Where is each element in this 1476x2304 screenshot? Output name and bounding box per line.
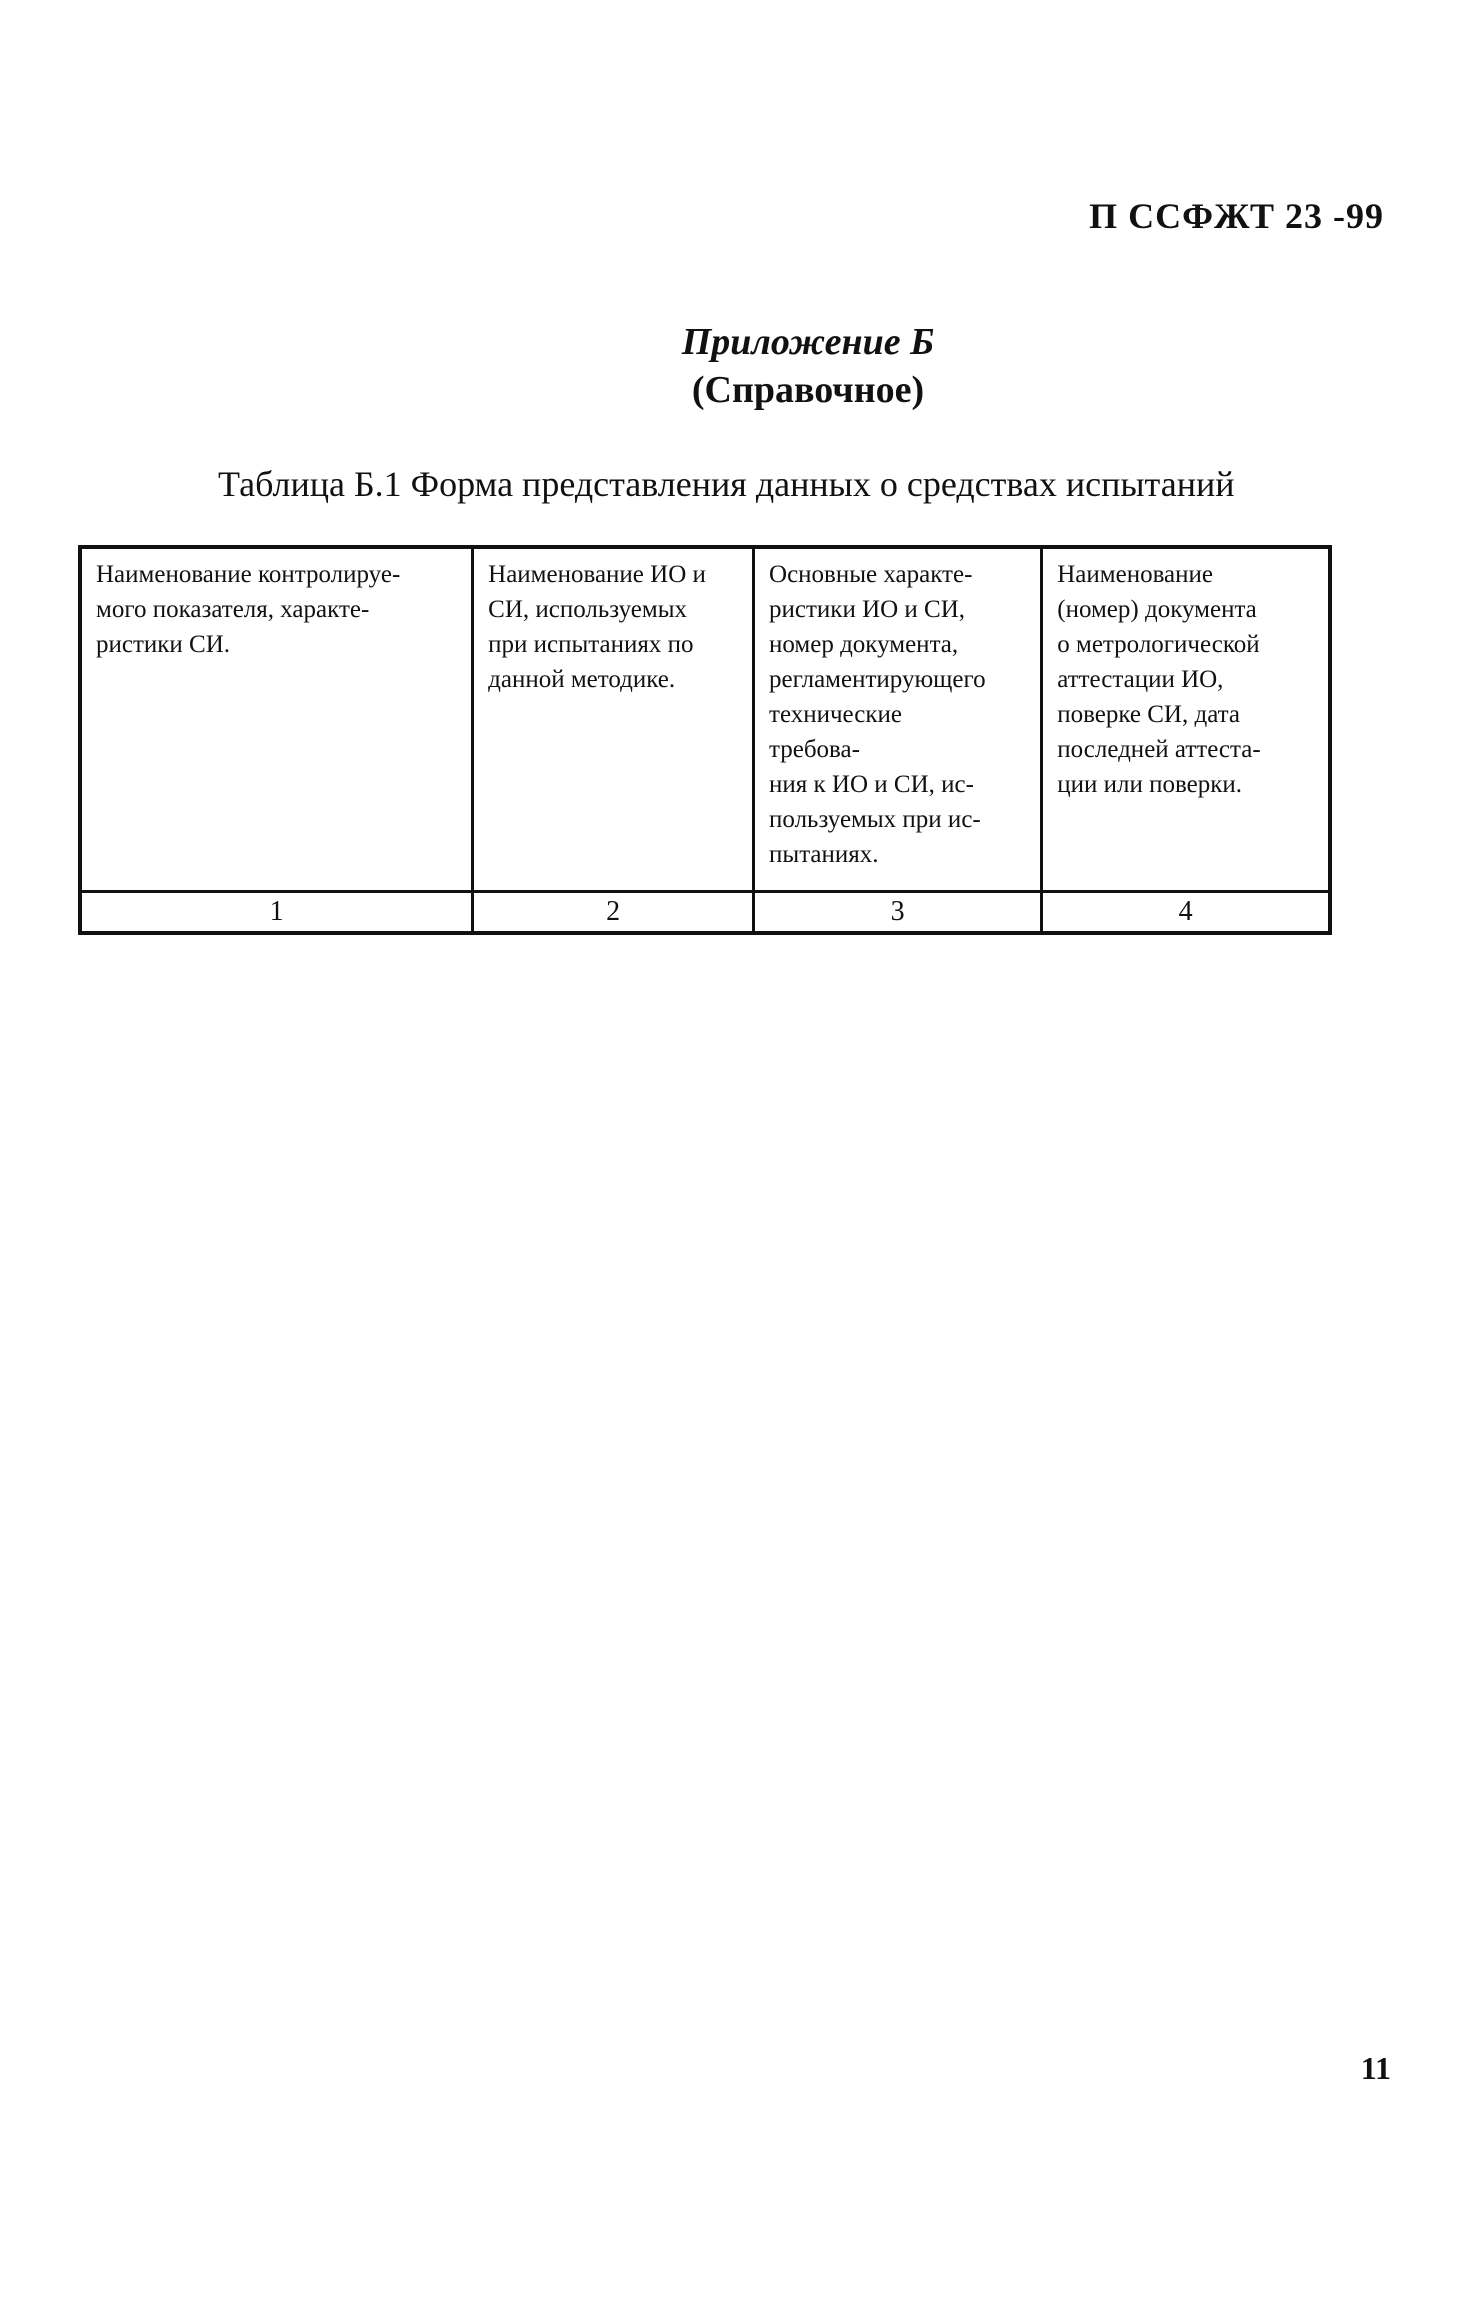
table-caption: Таблица Б.1 Форма представления данных о средствах испытаний (218, 464, 1235, 504)
cell-text-line: ристики СИ. (96, 631, 231, 658)
column-number-2: 2 (473, 892, 754, 934)
appendix-subtitle: (Справочное) (691, 369, 925, 411)
cell-text-line: ристики ИО и СИ, (769, 596, 966, 623)
page-number: 11 (1360, 2050, 1391, 2086)
appendix-heading (0, 318, 1476, 414)
cell-text-line: Наименование (1057, 561, 1213, 588)
cell-text-line: СИ, используемых (488, 596, 688, 623)
column-number-4: 4 (1042, 892, 1330, 934)
header-cell-4 (1042, 547, 1330, 892)
appendix-title: Приложение Б (681, 321, 935, 363)
cell-text-line: о метрологической (1057, 631, 1260, 658)
cell-text-line: мого показателя, характе- (96, 596, 370, 623)
cell-text-line: аттестации ИО, (1057, 666, 1224, 693)
column-number-1: 1 (80, 892, 473, 934)
cell-text-line: требова- (769, 736, 860, 763)
cell-text-line: технические (769, 701, 902, 728)
cell-text-line: ции или поверки. (1057, 771, 1243, 798)
test-equipment-form-table (78, 545, 1332, 935)
header-cell-1 (80, 547, 473, 892)
cell-text-line: ния к ИО и СИ, ис- (769, 771, 974, 798)
cell-text-line: номер документа, (769, 631, 959, 658)
cell-text-line: Наименование ИО и (488, 561, 706, 588)
header-cell-3 (754, 547, 1042, 892)
cell-text-line: при испытаниях по (488, 631, 694, 658)
cell-text-line: поверке СИ, дата (1057, 701, 1240, 728)
cell-text-line: пользуемых при ис- (769, 806, 981, 833)
cell-text-line: пытаниях. (769, 841, 879, 868)
document-code: П ССФЖТ 23 -99 (1089, 196, 1384, 236)
cell-text-line: последней аттеста- (1057, 736, 1261, 763)
cell-text-line: регламентирующего (769, 666, 986, 693)
cell-text-line: Наименование контролируе- (96, 561, 401, 588)
column-number-3: 3 (754, 892, 1042, 934)
table-header-row (80, 547, 1330, 892)
table-column-number-row (80, 892, 1330, 934)
header-cell-2 (473, 547, 754, 892)
cell-text-line: (номер) документа (1057, 596, 1257, 623)
cell-text-line: Основные характе- (769, 561, 973, 588)
cell-text-line: данной методике. (488, 666, 676, 693)
